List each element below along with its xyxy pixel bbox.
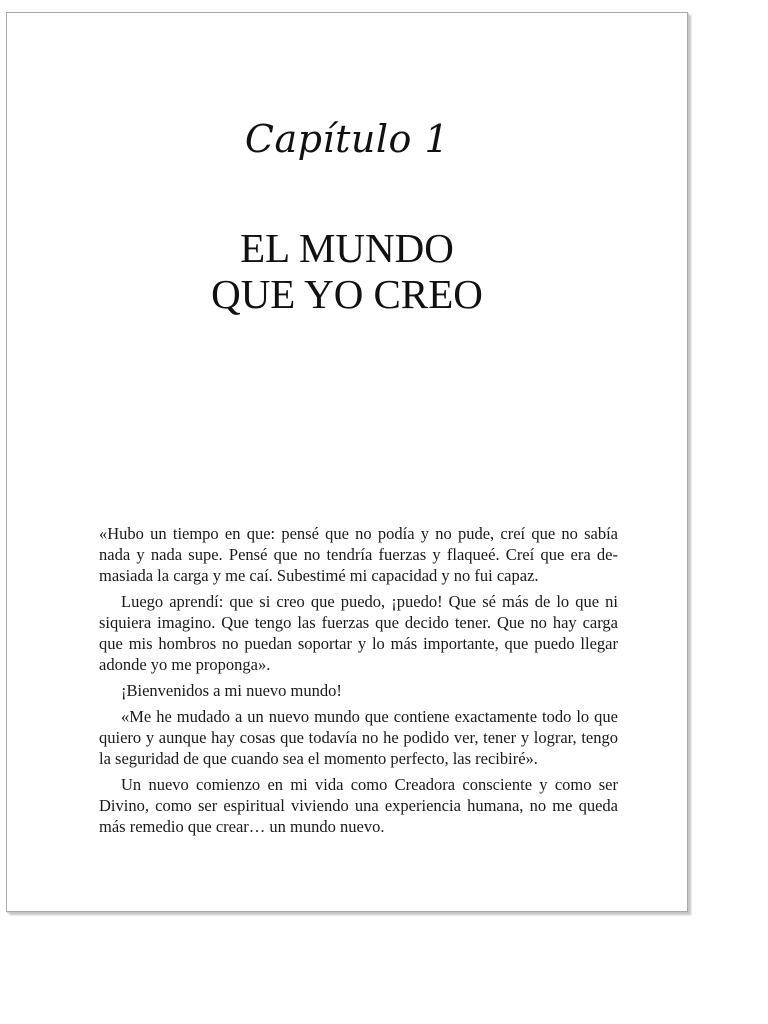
- chapter-title: [7, 225, 687, 317]
- paragraph-4: «Me he mudado a un nuevo mundo que contiene exactamente todo lo que quiero y aunque hay cosas que todavía no he podido ver, tener y lograr, tengo la seguridad de que cuando sea el momento perfecto, las recibiré».: [99, 707, 618, 768]
- chapter-title-line-1: EL MUNDO: [240, 225, 454, 271]
- chapter-number: Capítulo 1: [244, 117, 450, 161]
- book-page: [6, 12, 688, 912]
- paragraph-1: «Hubo un tiempo en que: pensé que no podía y no pude, creí que no sabía nada y nada supe. Pensé que no tendría fuerzas y flaqueé. Creí que era demasiada la carga y me caí. Subestimé mi capacidad y no fui capaz.: [99, 524, 618, 585]
- chapter-title-line-2: QUE YO CREO: [211, 271, 483, 317]
- paragraph-5: Un nuevo comienzo en mi vida como Creadora consciente y como ser Divino, como ser espiritual viviendo una experiencia humana, no me queda más remedio que crear… un mundo nuevo.: [99, 775, 618, 836]
- paragraph-3: ¡Bienvenidos a mi nuevo mundo!: [121, 681, 342, 700]
- paragraph-2: Luego aprendí: que si creo que puedo, ¡puedo! Que sé más de lo que ni siquiera imagino. Que tengo las fuerzas que decido tener. Que no hay carga que mis hombros no puedan soportar y lo más importante, que puedo llegar adonde yo me proponga».: [99, 592, 618, 674]
- chapter-body: [99, 523, 618, 842]
